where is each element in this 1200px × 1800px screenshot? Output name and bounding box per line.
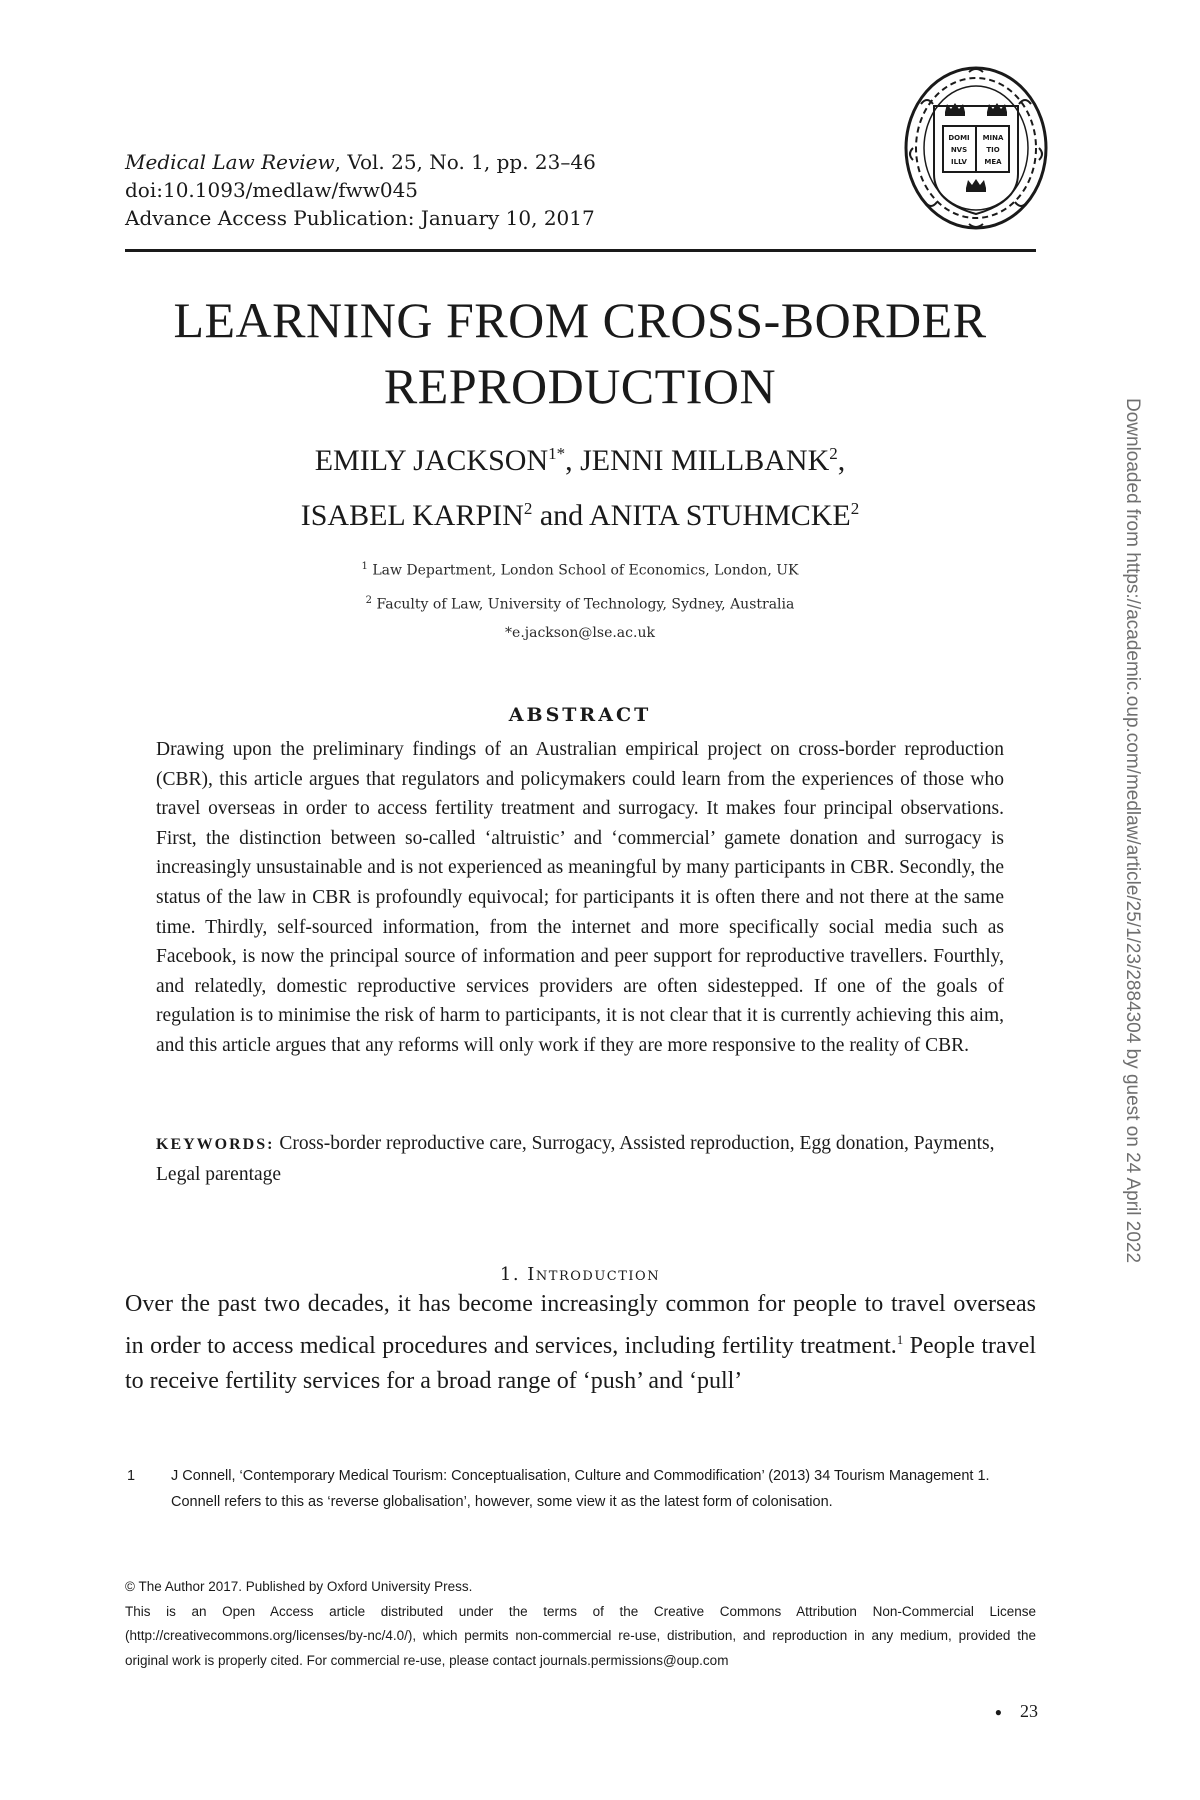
download-watermark: Downloaded from https://academic.oup.com/medlaw/article/25/1/23/2884304 by guest on 24 April 2022	[1122, 398, 1143, 1264]
oxford-seal-logo	[901, 64, 1051, 232]
seal-book-right-2: TIO	[986, 146, 1000, 154]
introduction-text	[125, 1287, 1036, 1399]
seal-book-right-3: MEA	[984, 158, 1002, 166]
author-affiliation-marker: 2	[523, 499, 533, 518]
author-name: EMILY JACKSON	[314, 444, 549, 477]
author-name: ISABEL KARPIN	[300, 499, 524, 532]
author-separator: ,	[565, 444, 581, 477]
seal-book-left-3: ILLV	[951, 158, 967, 166]
author-list	[80, 430, 1080, 540]
author-affiliation-marker: 2	[850, 499, 860, 518]
abstract-heading: ABSTRACT	[508, 704, 652, 726]
intro-text-after: People travel to receive fertility services for a broad range of ‘push’ and ‘pull’	[125, 1333, 1036, 1394]
affiliation-marker: 2	[365, 594, 372, 606]
page-number	[995, 1701, 1038, 1722]
author-affiliation-marker: 1*	[548, 444, 566, 463]
author-separator: ,	[837, 444, 846, 477]
affiliation-1	[80, 552, 1080, 586]
footnote-ref-1[interactable]: 1	[896, 1332, 904, 1347]
copyright-block	[125, 1575, 1036, 1673]
author-line-2	[80, 485, 1080, 540]
seal-book-left-2: NVS	[950, 146, 968, 154]
footnote-text: J Connell, ‘Contemporary Medical Tourism: Conceptualisation, Culture and Commodification’ (2013) 34 Tourism Management 1. Connell refers to this as ‘reverse globalisation’, however, some view it as the latest form of colonisation.	[171, 1468, 990, 1510]
author-affiliation-marker: 2	[829, 444, 838, 463]
license-text: This is an Open Access article distributed under the terms of the Creative Commons Attribution Non-Commercial License (http://creativecommons.org/licenses/by-nc/4.0/), which permits non-commercial re-use, distribution, and reproduction in any medium, provided the original work is properly cited. For commercial re-use, please contact journals.permissions@oup.com	[125, 1603, 1036, 1668]
journal-volume: , Vol. 25, No. 1, pp. 23–46	[334, 150, 596, 174]
article-title	[80, 287, 1080, 419]
keywords	[156, 1129, 1004, 1190]
section-heading-introduction: 1. Introduction	[499, 1264, 661, 1285]
keywords-list: Cross-border reproductive care, Surrogacy, Assisted reproduction, Egg donation, Payments, Legal parentage	[156, 1133, 995, 1185]
footnote-1	[125, 1463, 1036, 1515]
author-name: JENNI MILLBANK	[580, 444, 830, 477]
keywords-label: KEYWORDS:	[156, 1136, 275, 1153]
journal-name: Medical Law Review	[125, 150, 335, 174]
seal-book-right-1: MINA	[982, 134, 1004, 142]
bullet-icon: ●	[994, 1705, 1002, 1720]
corresponding-email[interactable]: *e.jackson@lse.ac.uk	[505, 625, 655, 642]
advance-access-date: Advance Access Publication: January 10, 2017	[125, 206, 595, 230]
page-number-value: 23	[1020, 1701, 1038, 1721]
affiliation-marker: 1	[361, 561, 368, 572]
copyright-line: © The Author 2017. Published by Oxford University Press.	[125, 1579, 473, 1594]
affiliation-text: Faculty of Law, University of Technology, Sydney, Australia	[376, 596, 795, 613]
affiliations	[80, 552, 1080, 648]
journal-citation	[125, 148, 596, 176]
title-line-1: LEARNING FROM CROSS-BORDER	[173, 292, 987, 348]
affiliation-text: Law Department, London School of Economics, London, UK	[372, 562, 799, 579]
seal-book-left-1: DOMI	[948, 134, 970, 142]
author-line-1	[80, 430, 1080, 485]
abstract-text: Drawing upon the preliminary findings of an Australian empirical project on cross-border reproduction (CBR), this article argues that regulators and policymakers could learn from the experiences of those who travel overseas in order to access fertility treatment and surrogacy. It makes four principal observations. First, the distinction between so-called ‘altruistic’ and ‘commercial’ gamete donation and surrogacy is increasingly unsustainable and is not experienced as meaningful by many participants in CBR. Secondly, the status of the law in CBR is profoundly equivocal; for participants it is often there and not there at the same time. Thirdly, self-sourced information, from the internet and more specifically social media such as Facebook, is now the principal source of information and peer support for reproductive travellers. Fourthly, and relatedly, domestic reproductive services providers are often sidestepped. If one of the goals of regulation is to minimise the risk of harm to participants, it is not clear that it is currently achieving this aim, and this article argues that any reforms will only work if they are more responsive to the reality of CBR.	[156, 739, 1004, 1056]
intro-text-before: Over the past two decades, it has become increasingly common for people to travel overseas in order to access medical procedures and services, including fertility treatment.	[125, 1291, 1036, 1359]
author-name: ANITA STUHMCKE	[588, 499, 851, 532]
affiliation-2	[80, 586, 1080, 620]
journal-header	[125, 148, 596, 232]
author-separator: and	[532, 499, 589, 532]
title-line-2: REPRODUCTION	[383, 358, 777, 414]
header-rule	[125, 249, 1036, 252]
footnote-number: 1	[127, 1468, 136, 1484]
journal-doi: doi:10.1093/medlaw/fww045	[125, 178, 419, 202]
